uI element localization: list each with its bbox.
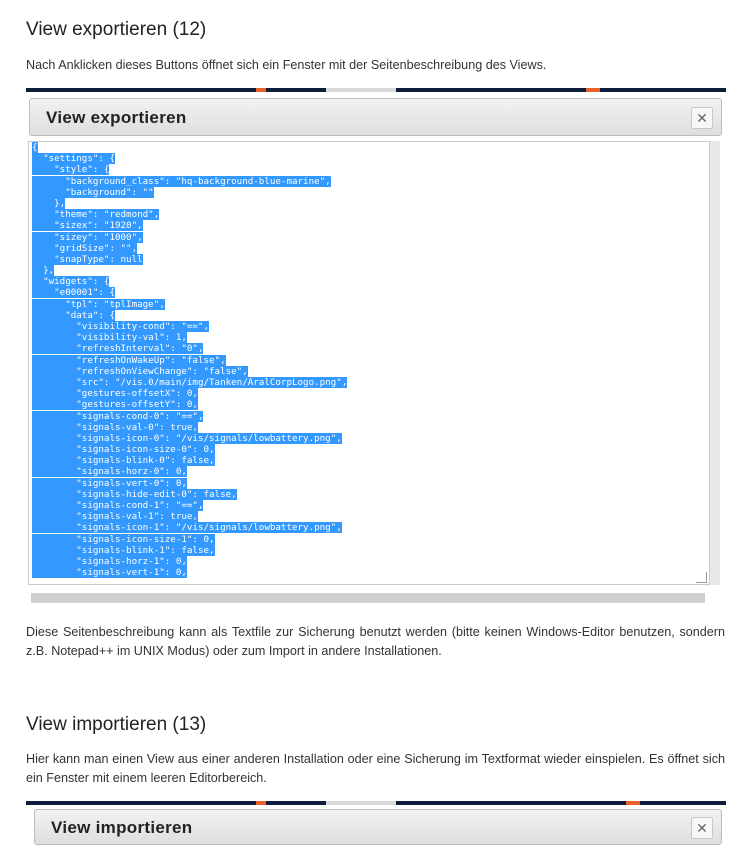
code-line-text: "signals-val-0": true, bbox=[32, 421, 198, 433]
code-line-text: "gestures-offsetY": 0, bbox=[32, 399, 198, 411]
code-line bbox=[29, 243, 709, 254]
code-line bbox=[29, 198, 709, 209]
code-line-text: "signals-horz-1": 0, bbox=[32, 555, 187, 567]
code-line bbox=[29, 332, 709, 343]
code-line-text: "background": "" bbox=[32, 186, 154, 198]
code-line-text: "theme": "redmond", bbox=[32, 209, 160, 221]
code-line-text: "signals-horz-0": 0, bbox=[32, 466, 187, 478]
import-dialog-screenshot bbox=[26, 801, 726, 853]
code-line bbox=[29, 556, 709, 567]
export-dialog-title: View exportieren bbox=[46, 108, 187, 127]
code-line-text: "sizex": "1920", bbox=[32, 220, 143, 232]
code-line bbox=[29, 500, 709, 511]
code-line-text: "settings": { bbox=[32, 153, 115, 165]
code-line bbox=[29, 310, 709, 321]
code-line-text: "signals-cond-1": "==", bbox=[32, 500, 204, 511]
code-line-text: "refreshInterval": "0", bbox=[32, 343, 204, 355]
code-line-text: "signals-vert-0": 0, bbox=[32, 477, 187, 489]
code-line-text: "visibility-val": 1, bbox=[32, 332, 187, 344]
code-line bbox=[29, 534, 709, 545]
code-line bbox=[29, 388, 709, 399]
code-line-text: "visibility-cond": "==", bbox=[32, 321, 210, 332]
code-line bbox=[29, 433, 709, 444]
code-line-text: "signals-cond-0": "==", bbox=[32, 410, 204, 422]
code-line-text: "signals-icon-0": "/vis/signals/lowbattery.png", bbox=[32, 432, 342, 444]
import-dialog-title: View importieren bbox=[51, 818, 193, 837]
code-line bbox=[29, 366, 709, 377]
code-line bbox=[29, 522, 709, 533]
code-line bbox=[29, 377, 709, 388]
code-line-text: "signals-icon-size-1": 0, bbox=[32, 533, 215, 545]
dialog-horizontal-scrollbar[interactable] bbox=[31, 593, 705, 603]
code-line-text: "background_class": "hq-background-blue-marine", bbox=[32, 175, 331, 187]
code-line bbox=[29, 466, 709, 477]
code-line-text: "style": { bbox=[32, 164, 110, 176]
code-line-text: { bbox=[32, 142, 38, 153]
import-dialog-titlebar[interactable] bbox=[34, 809, 722, 845]
code-line-text: "signals-icon-size-0": 0, bbox=[32, 444, 215, 456]
code-line bbox=[29, 176, 709, 187]
export-intro-text: Nach Anklicken dieses Buttons öffnet sich ein Fenster mit der Seitenbeschreibung des Views. bbox=[26, 58, 547, 72]
code-line bbox=[29, 455, 709, 466]
code-line bbox=[29, 287, 709, 298]
code-line-text: }, bbox=[32, 197, 66, 209]
code-line bbox=[29, 489, 709, 500]
background-strip bbox=[26, 801, 726, 805]
code-line-text: "tpl": "tplImage", bbox=[32, 298, 165, 310]
background-strip bbox=[26, 88, 726, 92]
code-line bbox=[29, 187, 709, 198]
import-section-title: View importieren (13) bbox=[26, 714, 207, 735]
export-dialog-titlebar[interactable] bbox=[29, 98, 722, 136]
code-line bbox=[29, 399, 709, 410]
code-line bbox=[29, 164, 709, 175]
code-line bbox=[29, 444, 709, 455]
code-line-text: "gridSize": "", bbox=[32, 242, 138, 254]
code-line-text: "data": { bbox=[32, 309, 115, 321]
close-icon[interactable]: ✕ bbox=[691, 817, 713, 839]
editor-vertical-scrollbar[interactable] bbox=[710, 141, 720, 585]
code-line bbox=[29, 209, 709, 220]
import-intro-text: Hier kann man einen View aus einer anderen Installation oder eine Sicherung im Textformat wieder einspielen. Es öffnet sich ein Fenster mit einem leeren Editorbereich. bbox=[26, 752, 725, 785]
code-line-text: "e00001": { bbox=[32, 287, 115, 299]
code-line bbox=[29, 220, 709, 231]
code-line-text: "signals-icon-1": "/vis/signals/lowbattery.png", bbox=[32, 522, 342, 534]
resize-handle-icon[interactable] bbox=[696, 572, 707, 583]
code-line-text: "snapType": null bbox=[32, 253, 143, 265]
code-line-text: }, bbox=[32, 265, 55, 277]
code-line-text: "gestures-offsetX": 0, bbox=[32, 388, 198, 400]
code-line bbox=[29, 276, 709, 287]
close-icon[interactable]: ✕ bbox=[691, 107, 713, 129]
code-line-text: "signals-vert-1": 0, bbox=[32, 567, 187, 579]
code-line bbox=[29, 422, 709, 433]
code-line bbox=[29, 299, 709, 310]
export-dialog-screenshot bbox=[26, 88, 726, 608]
code-line-text: "refreshOnWakeUp": "false", bbox=[32, 354, 226, 366]
code-line bbox=[29, 545, 709, 556]
code-line-text: "signals-hide-edit-0": false, bbox=[32, 488, 237, 500]
code-line bbox=[29, 511, 709, 522]
code-line-text: "refreshOnViewChange": "false", bbox=[32, 365, 248, 377]
code-line-text: "src": "/vis.0/main/img/Tanken/AralCorpLogo.png", bbox=[32, 376, 348, 388]
code-line bbox=[29, 265, 709, 276]
code-line bbox=[29, 254, 709, 265]
code-line-text: "signals-blink-1": false, bbox=[32, 544, 215, 556]
code-line bbox=[29, 343, 709, 354]
code-line bbox=[29, 142, 709, 153]
code-line bbox=[29, 478, 709, 489]
code-line-text: "widgets": { bbox=[32, 276, 110, 288]
export-section-title: View exportieren (12) bbox=[26, 19, 207, 40]
code-line bbox=[29, 355, 709, 366]
code-line-text: "sizey": "1000", bbox=[32, 231, 143, 243]
code-line bbox=[29, 153, 709, 164]
code-line bbox=[29, 232, 709, 243]
export-code-editor[interactable] bbox=[28, 141, 710, 585]
code-line-text: "signals-blink-0": false, bbox=[32, 455, 215, 467]
export-description-text: Diese Seitenbeschreibung kann als Textfile zur Sicherung benutzt werden (bitte keinen Windows-Editor benutzen, sondern z.B. Notepad++ im UNIX Modus) oder zum Import in andere Installationen. bbox=[26, 625, 725, 658]
code-line bbox=[29, 321, 709, 332]
code-line bbox=[29, 411, 709, 422]
code-line bbox=[29, 567, 709, 578]
code-line-text: "signals-val-1": true, bbox=[32, 511, 198, 523]
